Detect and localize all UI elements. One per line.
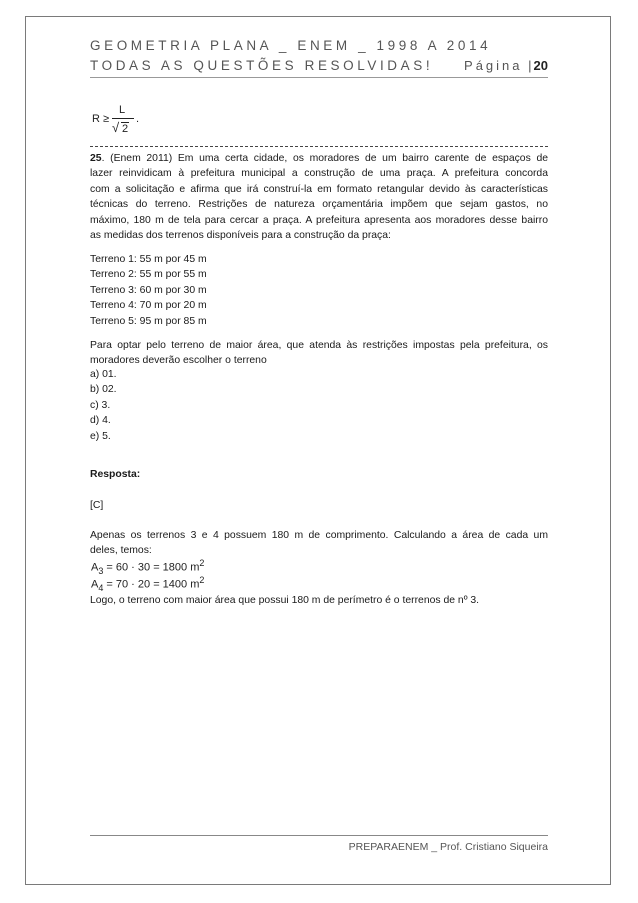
- terrain-item: Terreno 5: 95 m por 85 m: [90, 315, 207, 327]
- footer-credit: PREPARAENEM _ Prof. Cristiano Siqueira: [348, 841, 548, 853]
- terrain-item: Terreno 3: 60 m por 30 m: [90, 284, 207, 296]
- page-label: Página: [464, 58, 523, 73]
- option-c: c) 3.: [90, 399, 111, 411]
- terrain-item: Terreno 1: 55 m por 45 m: [90, 254, 207, 265]
- answer-explanation: [90, 528, 548, 559]
- footer-rule: [90, 835, 548, 836]
- area-equation-3: $A_3 = 60 \cdot 30 = 1800$ $m^2$: [91, 558, 205, 576]
- answer-choice: [C]: [90, 500, 104, 511]
- question-number: 25: [90, 153, 102, 164]
- previous-formula: [92, 104, 152, 144]
- question-statement: [90, 151, 548, 243]
- option-d: d) 4.: [90, 415, 111, 427]
- area-equation-4: $A_4 = 70 \cdot 20 = 1400$ $m^2$: [91, 575, 205, 593]
- page-indicator: [464, 58, 548, 73]
- question-line: técnicas do terreno. Restrições de natureza orçamentária impõem que sejam gastos, no: [90, 199, 548, 211]
- question-separator: [90, 146, 548, 147]
- option-a: a) 01.: [90, 369, 117, 380]
- formula-tail: .: [136, 113, 140, 125]
- terrain-item: Terreno 4: 70 m por 20 m: [90, 300, 207, 312]
- prompt-line: moradores deverão escolher o terreno: [90, 355, 267, 367]
- question-line: as medidas dos terrenos disponíveis para a construção da praça:: [90, 230, 391, 242]
- header-subtitle: TODAS AS QUESTÕES RESOLVIDAS!: [90, 58, 434, 73]
- header-rule: [90, 77, 548, 78]
- page-number: 20: [533, 58, 548, 73]
- answer-heading: Resposta:: [90, 469, 141, 480]
- option-b: b) 02.: [90, 384, 117, 396]
- radical-sign: √: [112, 120, 120, 135]
- header-title: GEOMETRIA PLANA _ ENEM _ 1998 A 2014: [90, 38, 492, 53]
- answer-options: [90, 367, 548, 444]
- question-line: 25. (Enem 2011) Em uma certa cidade, os moradores de um bairro carente de espaços de: [90, 153, 548, 164]
- question-line: máximo, 180 m de tela para cercar a praça. A prefeitura apresenta aos moradores desse bairro: [90, 214, 548, 226]
- fraction-bar: [112, 118, 134, 119]
- terrain-item: Terreno 2: 55 m por 55 m: [90, 269, 207, 281]
- question-prompt: [90, 338, 548, 369]
- page-separator: |: [528, 58, 532, 73]
- formula-lhs: R ≥: [92, 113, 110, 125]
- explanation-line: deles, temos:: [90, 545, 152, 557]
- formula-radicand: 2: [122, 123, 129, 135]
- explanation-line: Apenas os terrenos 3 e 4 possuem 180 m de comprimento. Calculando a área de cada um: [90, 530, 548, 541]
- terrain-list: [90, 252, 548, 329]
- option-e: e) 5.: [90, 430, 111, 442]
- answer-conclusion: Logo, o terreno com maior área que possui 180 m de perímetro é o terrenos de nº 3.: [90, 595, 480, 606]
- question-line: com a solicitação e afirma que irá construí-la em formato retangular devido às características: [90, 183, 548, 195]
- question-line: lazer reinvidicam à prefeitura municipal a construção de uma praça. A prefeitura concorda: [90, 168, 548, 180]
- formula-numerator: L: [119, 104, 126, 116]
- prompt-line: Para optar pelo terreno de maior área, que atenda às restrições impostas pela prefeitura, os: [90, 340, 548, 351]
